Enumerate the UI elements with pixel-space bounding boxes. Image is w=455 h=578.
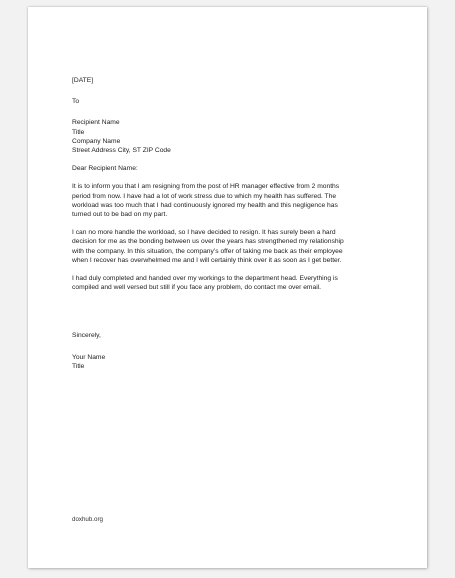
signature-title: Title <box>72 362 85 370</box>
letter-body <box>72 76 392 371</box>
to-label: To <box>72 98 80 106</box>
signature-name: Your Name <box>72 353 106 361</box>
salutation: Dear Recipient Name: <box>72 165 138 173</box>
recipient-company: Company Name <box>72 137 121 145</box>
body-paragraph-2: I can no more handle the workload, so I have decided to resign. It has surely been a hard decision for me as the bonding between us over the years has strengthened my relationship with the company. In this situation, the company’s offer of taking me back as their employee when I recover has overwhelmed me and I will certainly think over it as soon as I get better. <box>72 229 344 264</box>
recipient-address: Street Address City, ST ZIP Code <box>72 147 171 155</box>
closing: Sincerely, <box>72 332 101 340</box>
body-paragraph-3: I had duly completed and handed over my workings to the department head. Everything is compiled and well versed but still if you face any problem, do contact me over email. <box>72 275 338 292</box>
body-paragraph-1: It is to inform you that I am resigning from the post of HR manager effective from 2 months period from now. I have had a lot of work stress due to which my health has suffered. The workload was too much that I had continuously ignored my health and this negligence has turned out to be bad on my part. <box>72 183 340 219</box>
letter-page <box>28 7 427 568</box>
footer-source: doxhub.org <box>72 516 103 523</box>
letter-date: [DATE] <box>72 77 94 84</box>
recipient-title: Title <box>72 128 85 136</box>
recipient-name: Recipient Name <box>72 119 120 127</box>
